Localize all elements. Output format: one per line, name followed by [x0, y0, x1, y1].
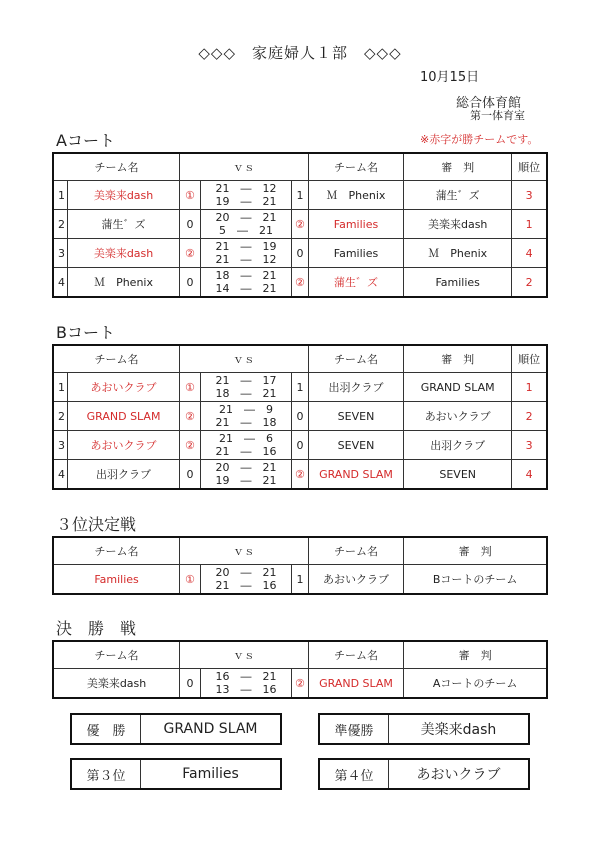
- third-place-label: 第３位: [72, 760, 141, 788]
- set1-score: 18 ― 21: [215, 269, 277, 282]
- referee: あおいクラブ: [404, 402, 512, 431]
- set2-score: 21 ― 16: [215, 445, 277, 458]
- sets-won-2: 1: [292, 373, 309, 402]
- set2-score: 14 ― 21: [215, 282, 277, 295]
- col-vs: ｖｓ: [180, 345, 309, 373]
- fourth-place-box: [318, 758, 530, 790]
- page-title: ◇◇◇ 家庭婦人１部 ◇◇◇: [198, 44, 402, 62]
- row-number: 2: [53, 402, 68, 431]
- set2-score: 18 ― 21: [215, 387, 277, 400]
- set2-score: 21 ― 16: [215, 579, 277, 592]
- rank: 2: [512, 268, 547, 298]
- row-number: 2: [53, 210, 68, 239]
- table-row: [53, 460, 547, 490]
- team2: 出羽クラブ: [308, 373, 403, 402]
- sets-won-2: 1: [292, 565, 309, 595]
- team2: SEVEN: [308, 402, 403, 431]
- set2-score: 21 ― 12: [215, 253, 277, 266]
- court-a-title: Aコート: [56, 131, 115, 150]
- set1-score: 21 ― 19: [215, 240, 277, 253]
- header-row: [53, 537, 547, 565]
- row-number: 1: [53, 373, 68, 402]
- header-row: [53, 345, 547, 373]
- referee: SEVEN: [404, 460, 512, 490]
- col-team1: チーム名: [53, 153, 180, 181]
- score: [200, 181, 291, 210]
- col-team2: チーム名: [308, 641, 403, 669]
- row-number: 4: [53, 268, 68, 298]
- sets-won-1: ①: [180, 565, 201, 595]
- set1-score: 21 ― 12: [215, 182, 277, 195]
- champion-box: [70, 713, 282, 745]
- set1-score: 20 ― 21: [215, 566, 277, 579]
- sets-won-1: ①: [180, 181, 201, 210]
- referee: Bコートのチーム: [404, 565, 547, 595]
- col-team2: チーム名: [308, 537, 403, 565]
- champion-team: GRAND SLAM: [163, 721, 258, 737]
- rank: 1: [512, 373, 547, 402]
- third-place-box: [70, 758, 282, 790]
- referee: GRAND SLAM: [404, 373, 512, 402]
- table-row: [53, 268, 547, 298]
- team1: 蒲生゛ズ: [68, 210, 180, 239]
- col-team1: チーム名: [53, 537, 180, 565]
- set1-score: 21 ― 6: [218, 432, 273, 445]
- third-place-table: [52, 536, 548, 595]
- runner-up-label: 準優勝: [320, 715, 389, 743]
- room: 第一体育室: [470, 109, 525, 122]
- sets-won-1: ①: [180, 373, 201, 402]
- score: [200, 268, 291, 298]
- sets-won-1: 0: [180, 210, 201, 239]
- col-team2: チーム名: [308, 345, 403, 373]
- set1-score: 21 ― 9: [218, 403, 273, 416]
- rank: 4: [512, 239, 547, 268]
- set2-score: 19 ― 21: [215, 195, 277, 208]
- col-referee: 審 判: [404, 153, 512, 181]
- winner-note: ※赤字が勝チームです。: [420, 133, 539, 146]
- runner-up-team: 美楽来dash: [420, 722, 497, 738]
- team2: Families: [308, 239, 403, 268]
- row-number: 4: [53, 460, 68, 490]
- team1: あおいクラブ: [68, 431, 180, 460]
- sets-won-1: 0: [180, 460, 201, 490]
- team1: 美楽来dash: [68, 239, 180, 268]
- referee: 蒲生゛ズ: [404, 181, 512, 210]
- col-rank: 順位: [512, 153, 547, 181]
- date: 10月15日: [420, 70, 480, 85]
- sets-won-2: 1: [292, 181, 309, 210]
- set2-score: 19 ― 21: [215, 474, 277, 487]
- sets-won-1: ②: [180, 239, 201, 268]
- team1: 美楽来dash: [68, 181, 180, 210]
- team1: Families: [53, 565, 180, 595]
- header-row: [53, 153, 547, 181]
- third-place-title: ３位決定戦: [56, 515, 137, 534]
- third-place-team: Families: [182, 766, 239, 782]
- sets-won-2: 0: [292, 402, 309, 431]
- col-vs: ｖｓ: [180, 641, 309, 669]
- score: [200, 210, 291, 239]
- fourth-place-label: 第４位: [320, 760, 389, 788]
- rank: 2: [512, 402, 547, 431]
- team2: GRAND SLAM: [308, 460, 403, 490]
- team1: あおいクラブ: [68, 373, 180, 402]
- col-referee: 審 判: [404, 641, 547, 669]
- team1: GRAND SLAM: [68, 402, 180, 431]
- sets-won-2: ②: [292, 210, 309, 239]
- row-number: 3: [53, 431, 68, 460]
- champion-label: 優 勝: [72, 715, 141, 743]
- court-b-table: [52, 344, 548, 490]
- set2-score: 5 ― 21: [218, 224, 273, 237]
- set1-score: 21 ― 17: [215, 374, 277, 387]
- score: [200, 460, 291, 490]
- sets-won-2: ②: [292, 669, 309, 699]
- table-row: [53, 373, 547, 402]
- score: [200, 565, 291, 595]
- referee: 出羽クラブ: [404, 431, 512, 460]
- sets-won-2: ②: [292, 460, 309, 490]
- team2: SEVEN: [308, 431, 403, 460]
- sets-won-2: ②: [292, 268, 309, 298]
- court-a-table: [52, 152, 548, 298]
- table-row: [53, 669, 547, 699]
- team2: Families: [308, 210, 403, 239]
- table-row: [53, 181, 547, 210]
- rank: 3: [512, 181, 547, 210]
- court-b-title: Bコート: [56, 323, 115, 342]
- sets-won-1: ②: [180, 431, 201, 460]
- col-referee: 審 判: [404, 345, 512, 373]
- col-team2: チーム名: [308, 153, 403, 181]
- sets-won-2: 0: [292, 239, 309, 268]
- col-vs: ｖｓ: [180, 537, 309, 565]
- sets-won-2: 0: [292, 431, 309, 460]
- row-number: 1: [53, 181, 68, 210]
- col-referee: 審 判: [404, 537, 547, 565]
- header-row: [53, 641, 547, 669]
- team2: GRAND SLAM: [308, 669, 403, 699]
- sets-won-1: 0: [180, 669, 201, 699]
- sets-won-1: ②: [180, 402, 201, 431]
- team2: Ｍ Phenix: [308, 181, 403, 210]
- team1: Ｍ Phenix: [68, 268, 180, 298]
- referee: Families: [404, 268, 512, 298]
- table-row: [53, 402, 547, 431]
- set1-score: 20 ― 21: [215, 461, 277, 474]
- referee: Ｍ Phenix: [404, 239, 512, 268]
- sets-won-1: 0: [180, 268, 201, 298]
- col-rank: 順位: [512, 345, 547, 373]
- score: [200, 239, 291, 268]
- table-row: [53, 565, 547, 595]
- referee: Aコートのチーム: [404, 669, 547, 699]
- fourth-place-team: あおいクラブ: [416, 767, 501, 783]
- team1: 出羽クラブ: [68, 460, 180, 490]
- score: [200, 373, 291, 402]
- score: [200, 669, 291, 699]
- table-row: [53, 210, 547, 239]
- final-title: 決 勝 戦: [56, 619, 137, 638]
- set1-score: 16 ― 21: [215, 670, 277, 683]
- referee: 美楽来dash: [404, 210, 512, 239]
- rank: 3: [512, 431, 547, 460]
- table-row: [53, 239, 547, 268]
- col-team1: チーム名: [53, 345, 180, 373]
- venue: 総合体育館: [456, 96, 522, 111]
- set2-score: 21 ― 18: [215, 416, 277, 429]
- rank: 4: [512, 460, 547, 490]
- team2: 蒲生゛ズ: [308, 268, 403, 298]
- score: [200, 402, 291, 431]
- score: [200, 431, 291, 460]
- final-table: [52, 640, 548, 699]
- col-vs: ｖｓ: [180, 153, 309, 181]
- set2-score: 13 ― 16: [215, 683, 277, 696]
- rank: 1: [512, 210, 547, 239]
- team2: あおいクラブ: [308, 565, 403, 595]
- row-number: 3: [53, 239, 68, 268]
- table-row: [53, 431, 547, 460]
- team1: 美楽来dash: [53, 669, 180, 699]
- runner-up-box: [318, 713, 530, 745]
- set1-score: 20 ― 21: [215, 211, 277, 224]
- col-team1: チーム名: [53, 641, 180, 669]
